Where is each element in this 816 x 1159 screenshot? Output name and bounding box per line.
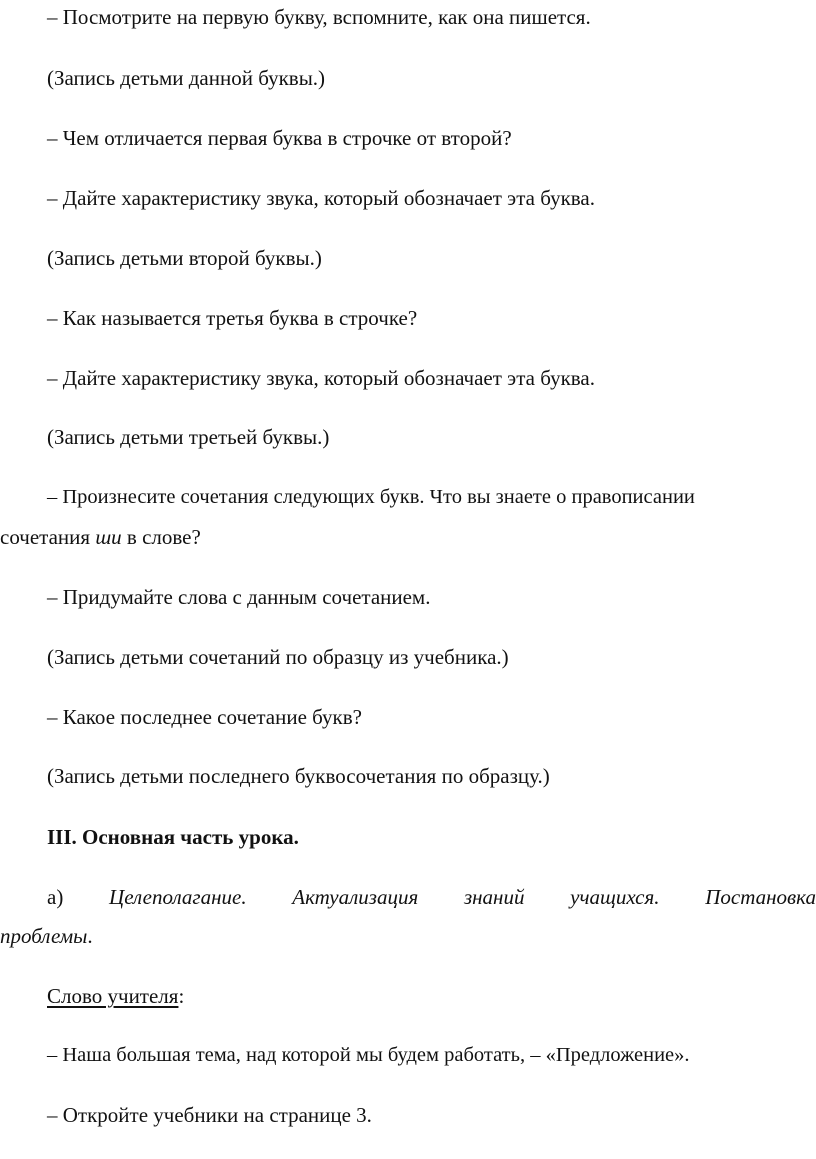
paragraph-writing-second-letter: (Запись детьми второй буквы.): [47, 246, 322, 270]
text-segment: сочетания: [0, 525, 96, 549]
teacher-words-colon: :: [178, 984, 185, 1008]
text-segment: в слове?: [121, 525, 201, 549]
item-a-line-cont: [0, 923, 93, 949]
paragraph-big-topic: – Наша большая тема, над которой мы будем работать, – «Предложение».: [47, 1044, 690, 1066]
paragraph-writing-third-letter: (Запись детьми третьей буквы.): [47, 425, 330, 449]
paragraph-sound-characteristic-1: – Дайте характеристику звука, который обозначает эта буква.: [47, 186, 595, 210]
item-a-problem-word: проблемы: [0, 924, 88, 948]
item-a-marker: а): [47, 885, 64, 909]
paragraph-pronounce-combinations: – Произнесите сочетания следующих букв. Что вы знаете о правописании: [47, 486, 695, 508]
section-heading: III. Основная часть урока.: [47, 825, 299, 849]
paragraph-sound-characteristic-2: – Дайте характеристику звука, который обозначает эта буква.: [47, 366, 595, 390]
paragraph-writing-first-letter: (Запись детьми данной буквы.): [47, 66, 326, 90]
item-a-word: Целеполагание.: [109, 885, 247, 909]
item-a-word: Постановка: [705, 885, 816, 909]
paragraph-last-combination-question: – Какое последнее сочетание букв?: [47, 705, 362, 729]
paragraph-writing-combinations: (Запись детьми сочетаний по образцу из учебника.): [47, 645, 509, 669]
paragraph-third-letter-question: – Как называется третья буква в строчке?: [47, 306, 418, 330]
teacher-words-label-line: [47, 983, 184, 1009]
item-a-period: .: [87, 924, 93, 948]
paragraph-writing-last-combination: (Запись детьми последнего буквосочетания по образцу.): [47, 764, 550, 788]
italic-letter-combination: ши: [95, 525, 122, 549]
paragraph-think-of-words: – Придумайте слова с данным сочетанием.: [47, 585, 431, 609]
paragraph-difference-question: – Чем отличается первая буква в строчке от второй?: [47, 126, 512, 150]
item-a-word: учащихся.: [570, 885, 660, 909]
paragraph-open-textbooks: – Откройте учебники на странице 3.: [47, 1103, 372, 1127]
item-a-line: [47, 884, 816, 910]
paragraph-pronounce-combinations-cont: [0, 524, 201, 550]
item-a-word: знаний: [463, 885, 525, 909]
teacher-words-label: Слово учителя: [47, 984, 179, 1008]
paragraph-look-at-first-letter: – Посмотрите на первую букву, вспомните, как она пишется.: [47, 5, 591, 29]
item-a-word: Актуализация: [292, 885, 419, 909]
